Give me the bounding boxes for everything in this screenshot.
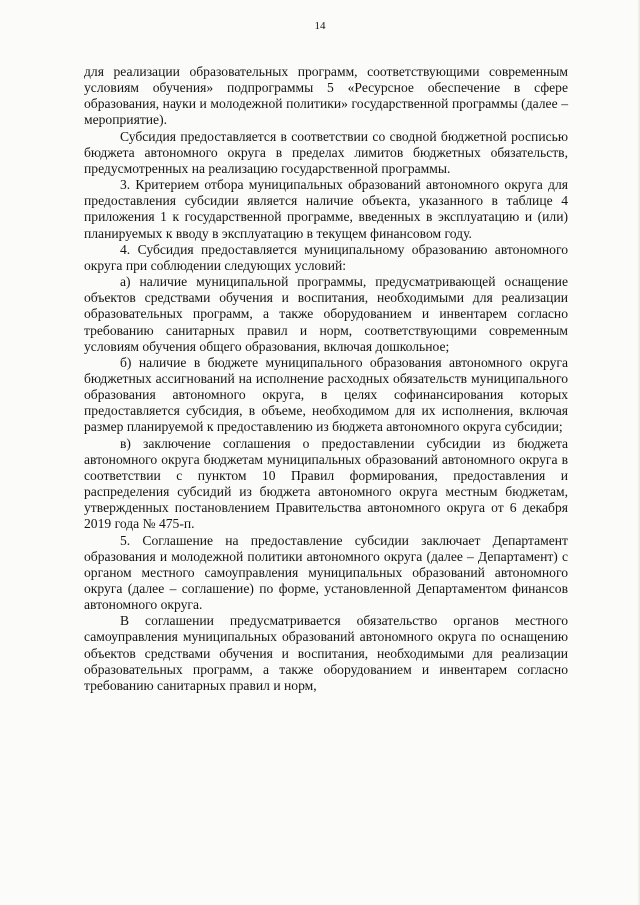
paragraph-continuation: для реализации образовательных программ, соответствующими современным условиям обучения» подпрограммы 5 «Ресурсное обеспечение в сфере образования, науки и молодежной политики» государственной программы (далее – мероприятие). — [84, 64, 568, 128]
paragraph-item-4: 4. Субсидия предоставляется муниципальному образованию автономного округа при соблюдении следующих условий: — [84, 241, 568, 273]
paragraph-condition-c: в) заключение соглашения о предоставлении субсидии из бюджета автономного округа бюджетам муниципальных образований автономного округа в соответствии с пунктом 10 Правил формирования, предоставления и распределения субсидий из бюджета автономного округа местным бюджетам, утвержденных постановлением Правительства автономного округа от 6 декабря 2019 года № 475-п. — [84, 435, 568, 532]
paragraph-agreement-obligations: В соглашении предусматривается обязательство органов местного самоуправления муниципальных образований автономного округа по оснащению объектов средствами обучения и воспитания, необходимыми для реализации образовательных программ, а также оборудованием и инвентарем согласно требованию санитарных правил и норм, — [84, 613, 568, 693]
document-body — [84, 64, 568, 694]
paragraph-item-5: 5. Соглашение на предоставление субсидии заключает Департамент образования и молодежной политики автономного округа (далее – Департамент) с органом местного самоуправления муниципальных образований автономного округа (далее – соглашение) по форме, установленной Департаментом финансов автономного округа. — [84, 532, 568, 613]
paragraph-condition-a: а) наличие муниципальной программы, предусматривающей оснащение объектов средствами обучения и воспитания, необходимыми для реализации образовательных программ, а также оборудованием и инвентарем согласно требованию санитарных правил и норм, соответствующими современным условиям обучения общего образования, включая дошкольное; — [84, 274, 568, 354]
paragraph-condition-b: б) наличие в бюджете муниципального образования автономного округа бюджетных ассигнований на исполнение расходных обязательств муниципального образования автономного округа, в целях софинансирования которых предоставляется субсидия, в объеме, необходимом для их исполнения, включая размер планируемой к предоставлению из бюджета автономного округа субсидии; — [84, 354, 568, 435]
paragraph-item-3: 3. Критерием отбора муниципальных образований автономного округа для предоставления субсидии является наличие объекта, указанного в таблице 4 приложения 1 к государственной программе, введенных в эксплуатацию и (или) планируемых к вводу в эксплуатацию в текущем финансовом году. — [84, 177, 568, 241]
paragraph-subsidy-budget: Субсидия предоставляется в соответствии со сводной бюджетной росписью бюджета автономного округа в пределах лимитов бюджетных обязательств, предусмотренных на реализацию государственной программы. — [84, 128, 568, 176]
page-number: 14 — [314, 20, 326, 32]
